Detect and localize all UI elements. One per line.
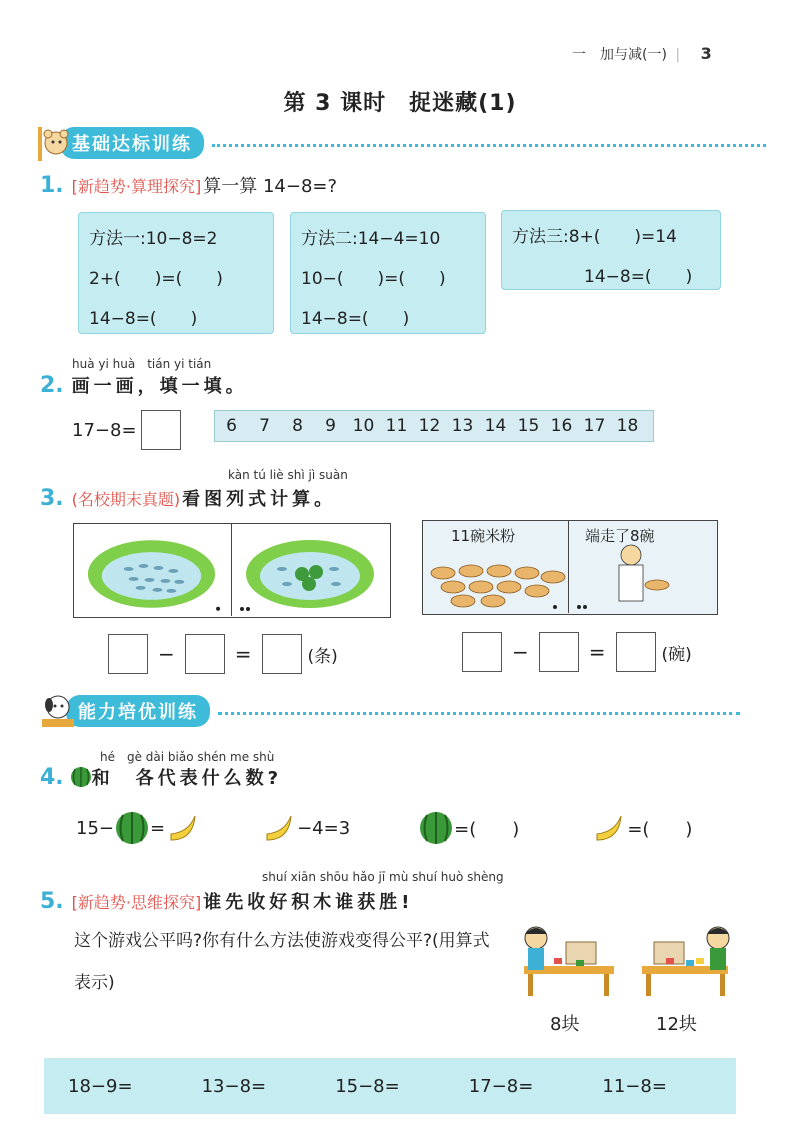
equation-text: =( ) bbox=[454, 819, 520, 840]
block-count-right: 12块 bbox=[656, 1014, 697, 1035]
unit-label: (碗) bbox=[661, 644, 692, 665]
question-3 bbox=[40, 485, 336, 511]
number-ruler bbox=[214, 410, 654, 442]
fish-pond-picture bbox=[73, 523, 391, 618]
minus-sign: − bbox=[158, 642, 175, 666]
question-1 bbox=[40, 172, 337, 198]
equation-text: 17−8= bbox=[72, 419, 137, 441]
dotted-divider bbox=[218, 712, 740, 715]
section-banner-advanced bbox=[40, 696, 740, 726]
section-banner-basic bbox=[34, 128, 766, 158]
pond-after-icon bbox=[232, 524, 390, 616]
question-number: 3. bbox=[40, 486, 64, 511]
method-box-2 bbox=[290, 212, 486, 334]
ruler-tick-label: 8 bbox=[292, 416, 303, 436]
pinyin-line: shuí xiān shōu hǎo jī mù shuí huò shèng bbox=[262, 870, 504, 884]
unit-label: (条) bbox=[307, 646, 338, 667]
question-tag: [新趋势·算理探究] bbox=[71, 177, 202, 196]
ruler-tick-label: 6 bbox=[226, 416, 237, 436]
watermelon-icon bbox=[114, 810, 150, 846]
equation-text: −4=3 bbox=[297, 817, 351, 839]
dotted-divider bbox=[212, 144, 766, 147]
answer-box[interactable] bbox=[616, 632, 656, 672]
ruler-tick-label: 18 bbox=[616, 416, 639, 436]
ruler-tick-label: 16 bbox=[550, 416, 573, 436]
method-line: 14−8=( ) bbox=[301, 309, 410, 329]
question-number: 1. bbox=[40, 173, 64, 198]
pinyin-line: kàn tú liè shì jì suàn bbox=[228, 468, 348, 482]
ruler-tick-label: 11 bbox=[385, 416, 408, 436]
answer-box[interactable] bbox=[539, 632, 579, 672]
method-line: 14−8=( ) bbox=[89, 309, 198, 329]
watermelon-icon bbox=[418, 810, 454, 846]
banana-icon bbox=[165, 810, 201, 846]
noodle-bowls-picture bbox=[422, 520, 718, 615]
method-line: 2+( )=( ) bbox=[89, 269, 223, 289]
answer-box[interactable] bbox=[185, 634, 225, 674]
answer-box[interactable] bbox=[108, 634, 148, 674]
picture-caption: 11碗米粉 bbox=[451, 527, 516, 545]
method-line: 10−( )=( ) bbox=[301, 269, 446, 289]
chapter-title: 一 加与减(一) bbox=[572, 47, 667, 63]
equation-text: =( ) bbox=[627, 819, 693, 840]
lesson-title: 第 3 课时 捉迷藏(1) bbox=[283, 91, 517, 116]
question-text: 谁先收好积木谁获胜! bbox=[203, 892, 414, 913]
question-text: 和 各代表什么数? bbox=[91, 768, 283, 789]
ruler-tick-label: 17 bbox=[583, 416, 606, 436]
question-text: 看图列式计算。 bbox=[182, 489, 337, 510]
header-divider: | bbox=[675, 47, 681, 63]
waiter-icon bbox=[569, 521, 715, 613]
equals-sign: = bbox=[234, 642, 252, 666]
page-number: 3 bbox=[700, 44, 712, 63]
section-label: 基础达标训练 bbox=[60, 127, 204, 159]
ruler-tick-label: 12 bbox=[418, 416, 441, 436]
method-line: 方法二:14−4=10 bbox=[301, 229, 441, 249]
question-number: 5. bbox=[40, 889, 64, 914]
question-text: 画一画，填一填。 bbox=[71, 376, 248, 397]
section-label: 能力培优训练 bbox=[66, 695, 210, 727]
question-number: 2. bbox=[40, 373, 64, 398]
question-text: 算一算 14−8=? bbox=[203, 176, 338, 197]
method-line: 方法三:8+( )=14 bbox=[512, 227, 677, 247]
answer-box[interactable] bbox=[462, 632, 502, 672]
pinyin-line: hé gè dài biǎo shén me shù bbox=[100, 750, 275, 764]
ruler-tick-label: 9 bbox=[325, 416, 336, 436]
banana-icon bbox=[591, 810, 627, 846]
block-count-left: 8块 bbox=[550, 1014, 580, 1035]
practice-equation: 18−9= bbox=[68, 1075, 133, 1097]
question-4 bbox=[40, 764, 282, 790]
method-line: 14−8=( ) bbox=[584, 267, 693, 287]
practice-equation: 13−8= bbox=[201, 1075, 267, 1097]
page-header bbox=[572, 44, 712, 64]
minus-sign: − bbox=[512, 640, 529, 664]
equation-text: 15− bbox=[76, 817, 114, 839]
question-5 bbox=[40, 888, 413, 914]
practice-equation: 15−8= bbox=[335, 1075, 400, 1097]
banana-icon bbox=[261, 810, 297, 846]
question-tag: (名校期末真题) bbox=[71, 490, 181, 509]
question-tag: [新趋势·思维探究] bbox=[71, 893, 202, 912]
question-2 bbox=[40, 372, 248, 398]
ruler-tick-label: 10 bbox=[352, 416, 375, 436]
ruler-tick-label: 15 bbox=[517, 416, 540, 436]
equals-sign: = bbox=[588, 640, 606, 664]
q5-question: 这个游戏公平吗?你有什么方法使游戏变得公平?(用算式表示) bbox=[74, 931, 490, 993]
boy-blocks-right-icon bbox=[636, 920, 746, 1000]
q3-right-equation bbox=[462, 632, 692, 672]
practice-equation: 17−8= bbox=[468, 1075, 534, 1097]
bear-pencil-mascot-icon bbox=[34, 123, 70, 163]
ruler-tick-label: 13 bbox=[451, 416, 474, 436]
question-number: 4. bbox=[40, 764, 64, 790]
pond-before-icon bbox=[74, 524, 232, 616]
dog-reading-mascot-icon bbox=[40, 691, 76, 731]
noodle-bowls-icon bbox=[423, 521, 569, 613]
answer-box[interactable] bbox=[141, 410, 181, 450]
pinyin-line: huà yi huà tián yi tián bbox=[72, 357, 212, 371]
equals-sign: = bbox=[150, 817, 166, 839]
bowls-before bbox=[423, 521, 569, 613]
method-line: 方法一:10−8=2 bbox=[89, 229, 218, 249]
picture-caption: 端走了8碗 bbox=[585, 527, 655, 545]
boy-blocks-left-icon bbox=[514, 920, 624, 1000]
practice-strip bbox=[44, 1058, 736, 1114]
q2-equation bbox=[72, 410, 181, 450]
bowls-after bbox=[569, 521, 715, 613]
ruler-tick-label: 14 bbox=[484, 416, 507, 436]
answer-box[interactable] bbox=[262, 634, 302, 674]
ruler-tick-label: 7 bbox=[259, 416, 270, 436]
watermelon-icon bbox=[70, 766, 92, 788]
q3-left-equation bbox=[108, 634, 338, 674]
method-box-1 bbox=[78, 212, 274, 334]
practice-equation: 11−8= bbox=[602, 1075, 667, 1097]
q4-equations bbox=[76, 810, 736, 846]
method-box-3 bbox=[501, 210, 721, 290]
